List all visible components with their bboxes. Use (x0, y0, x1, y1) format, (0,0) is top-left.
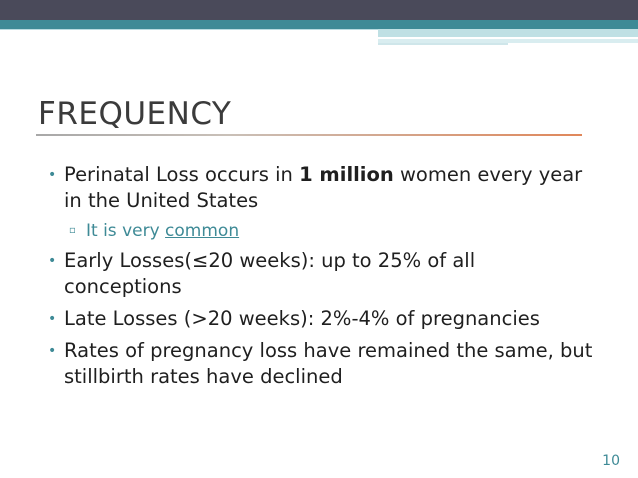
common-link[interactable]: common (165, 221, 240, 241)
slide-title: FREQUENCY (38, 96, 232, 132)
sub-bullet-item (48, 220, 598, 242)
header-band-accent (378, 43, 508, 45)
bullet-bold-text: 1 million (299, 163, 394, 186)
header-band-thin-line (0, 29, 378, 30)
bullet-dot-icon: • (48, 253, 57, 269)
bullet-text: Perinatal Loss occurs in (64, 163, 300, 186)
sub-bullet-square-icon: ▫ (69, 225, 76, 236)
title-underline (36, 134, 582, 136)
header-band-light (378, 29, 638, 37)
header-band-dark (0, 0, 638, 20)
bullet-text: Late Losses (>20 weeks): 2%-4% of pregnancies (64, 307, 540, 330)
bullet-text: women every year in the United States (64, 163, 583, 212)
sub-bullet-text: It is very (86, 221, 166, 241)
bullet-item (48, 306, 598, 332)
bullet-dot-icon: • (48, 167, 57, 183)
bullet-dot-icon: • (48, 343, 57, 359)
bullet-item (48, 248, 598, 300)
page-number: 10 (602, 453, 620, 469)
bullet-list (48, 162, 598, 396)
bullet-item (48, 338, 598, 390)
bullet-item (48, 162, 598, 214)
header-band-teal (0, 20, 638, 29)
bullet-text: Rates of pregnancy loss have remained the same, but stillbirth rates have declined (64, 339, 593, 388)
bullet-dot-icon: • (48, 311, 57, 327)
bullet-text: Early Losses(≤20 weeks): up to 25% of all conceptions (64, 249, 476, 298)
